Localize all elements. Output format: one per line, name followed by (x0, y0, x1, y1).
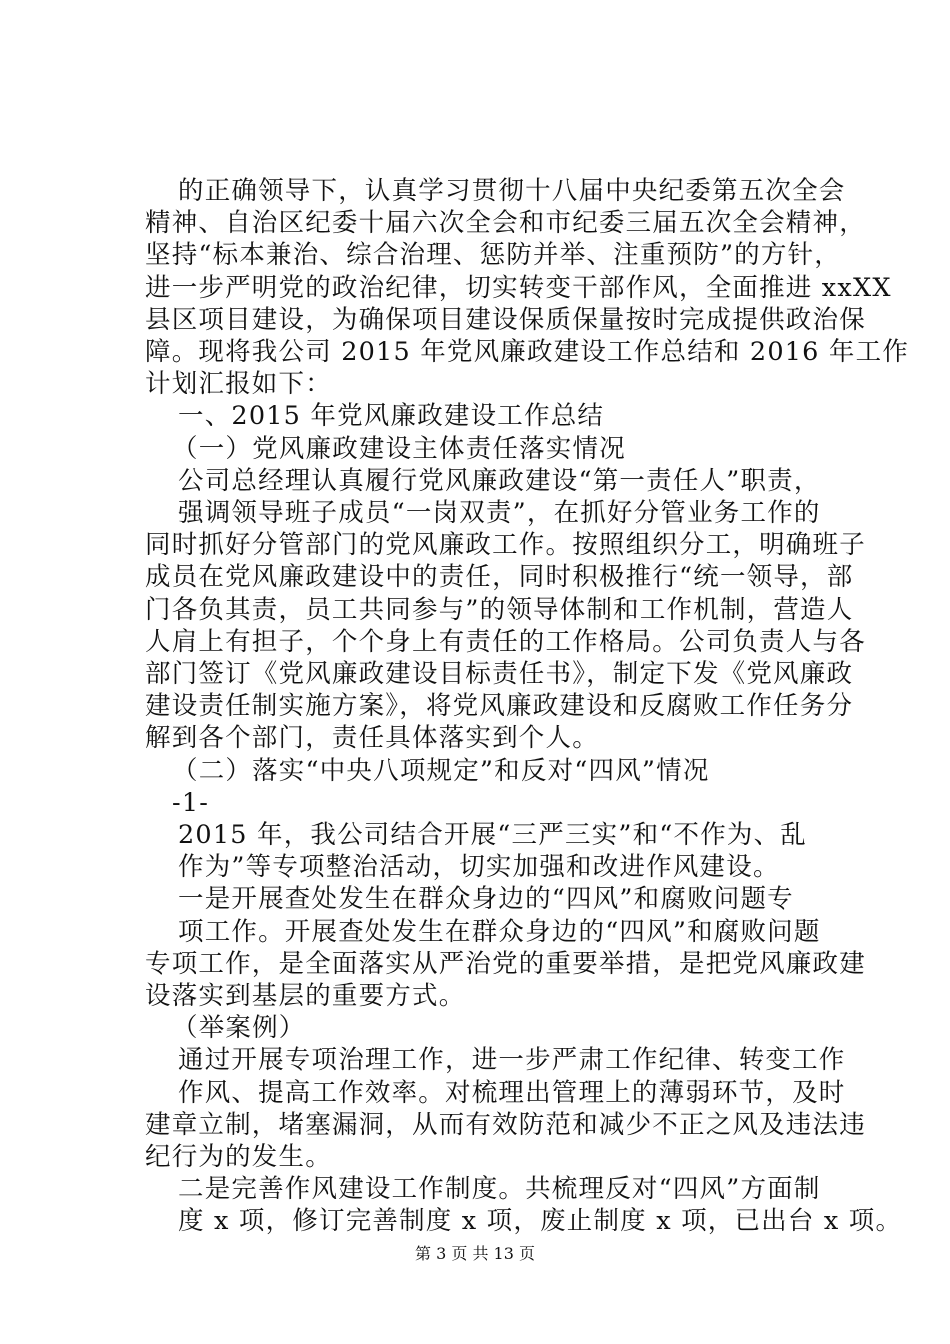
text-line: 项工作。开展查处发生在群众身边的“四风”和腐败问题 (178, 916, 821, 947)
section-heading: 一、2015 年党风廉政建设工作总结 (178, 401, 605, 432)
text-line: 作为”等专项整治活动，切实加强和改进作风建设。 (178, 852, 780, 883)
text-line: 的正确领导下，认真学习贯彻十八届中央纪委第五次全会 (178, 176, 846, 206)
text-line: 同时抓好分管部门的党风廉政工作。按照组织分工，明确班子 (145, 530, 866, 561)
page-number-footer: 第 3 页 共 13 页 (415, 1244, 535, 1264)
text-line: 门各负其责，员工共同参与”的领导体制和工作机制，营造人 (145, 594, 854, 625)
text-line: 坚持“标本兼治、综合治理、惩防并举、注重预防”的方针， (145, 240, 841, 271)
text-line: 进一步严明党的政治纪律，切实转变干部作风，全面推进 xxXX (145, 272, 892, 303)
text-line: 精神、自治区纪委十届六次全会和市纪委三届五次全会精神， (145, 208, 866, 239)
text-line: 作风、提高工作效率。对梳理出管理上的薄弱环节，及时 (178, 1077, 846, 1108)
text-line: 部门签订《党风廉政建设目标责任书》，制定下发《党风廉政 (145, 659, 854, 689)
text-line: 解到各个部门，责任具体落实到个人。 (145, 723, 599, 754)
subsection-heading: （二）落实“中央八项规定”和反对“四风”情况 (172, 755, 710, 786)
text-line: （举案例） (172, 1013, 306, 1044)
text-line: 障。现将我公司 2015 年党风廉政建设工作总结和 2016 年工作 (145, 337, 910, 367)
text-line: 专项工作，是全面落实从严治党的重要举措，是把党风廉政建 (145, 948, 866, 979)
text-line: 度 x 项，修订完善制度 x 项，废止制度 x 项，已出台 x 项。 (178, 1206, 903, 1237)
text-line: 计划汇报如下： (145, 369, 332, 400)
subsection-heading: （一）党风廉政建设主体责任落实情况 (172, 433, 626, 464)
text-line: 纪行为的发生。 (145, 1142, 332, 1172)
text-line: 成员在党风廉政建设中的责任，同时积极推行“统一领导，部 (145, 562, 854, 593)
text-line: 通过开展专项治理工作，进一步严肃工作纪律、转变工作 (178, 1045, 846, 1076)
text-line: 设落实到基层的重要方式。 (145, 981, 466, 1011)
text-line: 公司总经理认真履行党风廉政建设“第一责任人”职责， (178, 465, 821, 496)
text-line: 一是开展查处发生在群众身边的“四风”和腐败问题专 (178, 884, 794, 915)
text-line: 人肩上有担子，个个身上有责任的工作格局。公司负责人与各 (145, 626, 866, 657)
text-line: 建章立制，堵塞漏洞，从而有效防范和减少不正之风及违法违 (145, 1109, 866, 1140)
text-line: 强调领导班子成员“一岗双责”，在抓好分管业务工作的 (178, 498, 821, 528)
text-line: 2015 年，我公司结合开展“三严三实”和“不作为、乱 (178, 820, 808, 850)
text-line: 建设责任制实施方案》，将党风廉政建设和反腐败工作任务分 (145, 691, 854, 722)
page-marker: -1- (172, 787, 210, 818)
text-line: 县区项目建设，为确保项目建设保质保量按时完成提供政治保 (145, 304, 866, 335)
text-line: 二是完善作风建设工作制度。共梳理反对“四风”方面制 (178, 1174, 821, 1205)
